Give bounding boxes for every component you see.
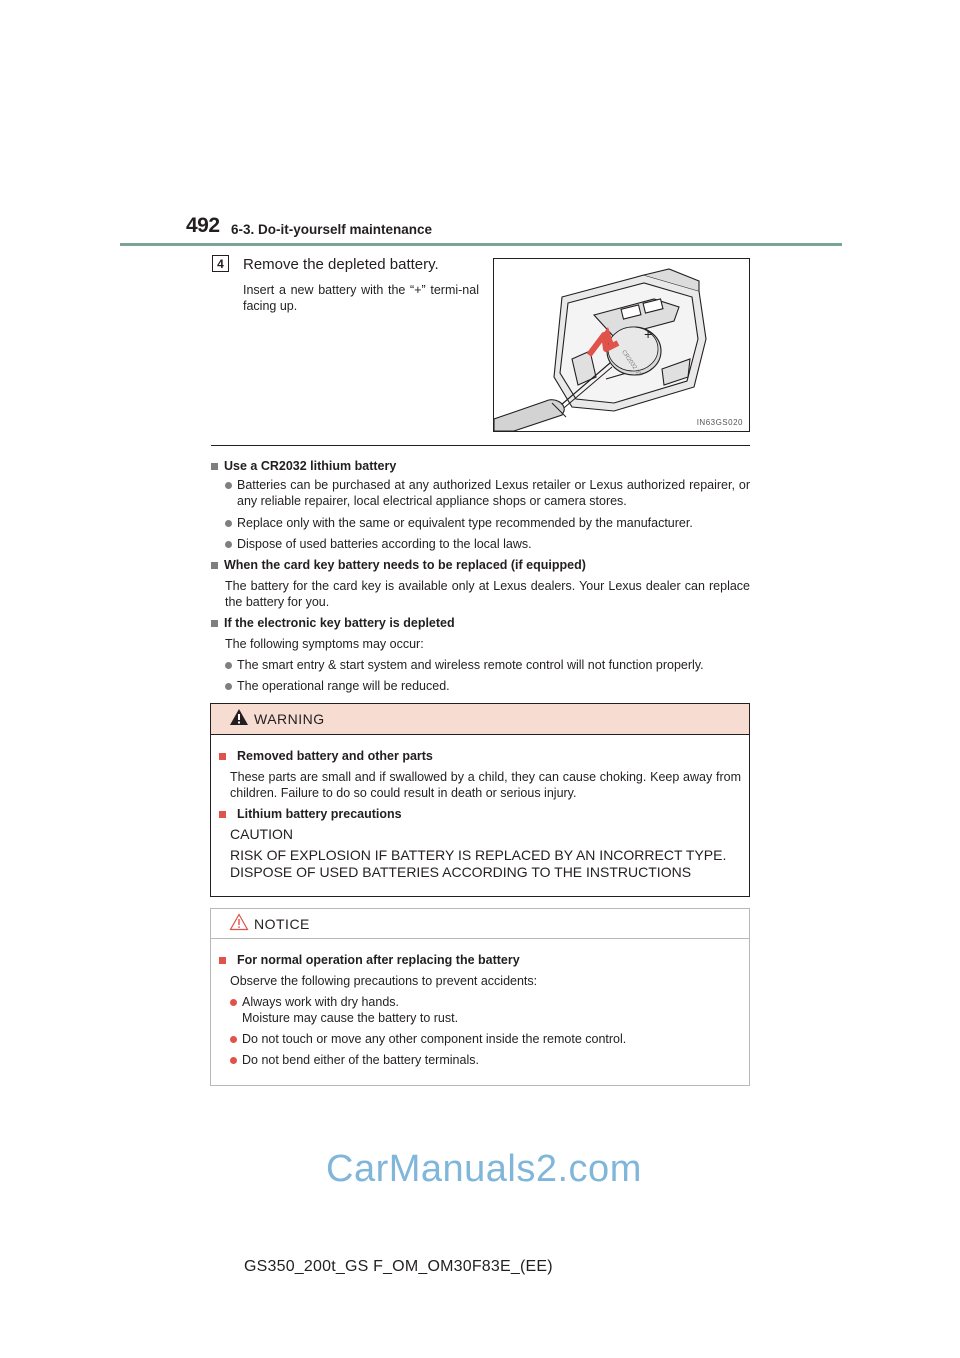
battery-type-label: CR2032 3V: [620, 349, 643, 379]
watermark-text: CarManuals2.com: [326, 1148, 642, 1190]
warning-box: [210, 703, 750, 897]
notice-content: [211, 952, 751, 1068]
square-bullet-icon: [219, 811, 226, 818]
square-bullet-icon: [211, 620, 218, 627]
note-heading: Use a CR2032 lithium battery: [211, 458, 750, 474]
note-heading: If the electronic key battery is depleted: [211, 615, 750, 631]
square-bullet-icon: [219, 957, 226, 964]
header-rule: [120, 243, 842, 246]
notice-box: [210, 908, 750, 1086]
round-bullet-icon: [225, 662, 232, 669]
step-title: Remove the depleted battery.: [243, 256, 439, 273]
notice-text: Observe the following precautions to prevent accidents:: [230, 974, 538, 988]
note-heading: When the card key battery needs to be replaced (if equipped): [211, 557, 750, 573]
warning-text: These parts are small and if swallowed by a child, they can cause choking. Keep away from children. Failure to do so could result in death or serious injury.: [230, 770, 741, 800]
square-bullet-icon: [219, 753, 226, 760]
round-bullet-icon: [230, 1057, 237, 1064]
note-group-battery-type: [211, 458, 750, 474]
notice-triangle-icon: [229, 913, 249, 931]
key-battery-illustration: [494, 259, 749, 431]
notice-header: [211, 909, 749, 939]
note-bullet: Dispose of used batteries according to the local laws.: [211, 536, 750, 552]
round-bullet-icon: [230, 999, 237, 1006]
round-bullet-icon: [225, 520, 232, 527]
notice-bullet: Always work with dry hands. Moisture may cause the battery to rust.: [211, 994, 751, 1026]
caution-label: CAUTION: [230, 826, 293, 842]
note-group-card-key: [211, 557, 750, 573]
page-number: 492: [186, 214, 220, 237]
battery-figure: [493, 258, 750, 432]
figure-code: IN63GS020: [696, 418, 743, 427]
note-group-depleted: [211, 615, 750, 631]
battery-plus-label: +: [644, 326, 653, 342]
square-bullet-icon: [211, 463, 218, 470]
warning-heading: Removed battery and other parts: [219, 748, 751, 764]
note-bullet: The smart entry & start system and wireless remote control will not function properly.: [211, 657, 750, 673]
round-bullet-icon: [225, 482, 232, 489]
caution-text: RISK OF EXPLOSION IF BATTERY IS REPLACED BY AN INCORRECT TYPE. DISPOSE OF USED BATTERIES ACCORDING TO THE INSTRUCTIONS: [230, 847, 727, 880]
warning-content: [211, 748, 751, 881]
warning-header: [211, 704, 749, 735]
section-title: 6-3. Do-it-yourself maintenance: [231, 222, 433, 237]
round-bullet-icon: [225, 541, 232, 548]
note-text: The battery for the card key is available only at Lexus dealers. Your Lexus dealer can replace the battery for you.: [225, 579, 750, 609]
notice-heading: For normal operation after replacing the battery: [219, 952, 751, 968]
step-number-badge: 4: [212, 255, 229, 272]
notice-label: NOTICE: [254, 916, 310, 932]
figure-divider: [211, 445, 750, 446]
warning-label: WARNING: [254, 711, 325, 727]
square-bullet-icon: [211, 562, 218, 569]
warning-triangle-icon: [229, 708, 249, 726]
note-text: The following symptoms may occur:: [225, 637, 424, 651]
footer-code: GS350_200t_GS F_OM_OM30F83E_(EE): [244, 1258, 553, 1275]
note-bullet: The operational range will be reduced.: [211, 678, 750, 694]
round-bullet-icon: [230, 1036, 237, 1043]
warning-heading: Lithium battery precautions: [219, 806, 751, 822]
note-bullet: Batteries can be purchased at any authorized Lexus retailer or Lexus authorized repairer, or any reliable repairer, local electrical appliance shops or camera stores.: [211, 477, 750, 509]
notice-bullet: Do not touch or move any other component inside the remote control.: [211, 1031, 751, 1047]
notice-bullet: Do not bend either of the battery terminals.: [211, 1052, 751, 1068]
note-bullet: Replace only with the same or equivalent type recommended by the manufacturer.: [211, 515, 750, 531]
step-note: Insert a new battery with the “+” termi-nal facing up.: [243, 283, 479, 313]
round-bullet-icon: [225, 683, 232, 690]
